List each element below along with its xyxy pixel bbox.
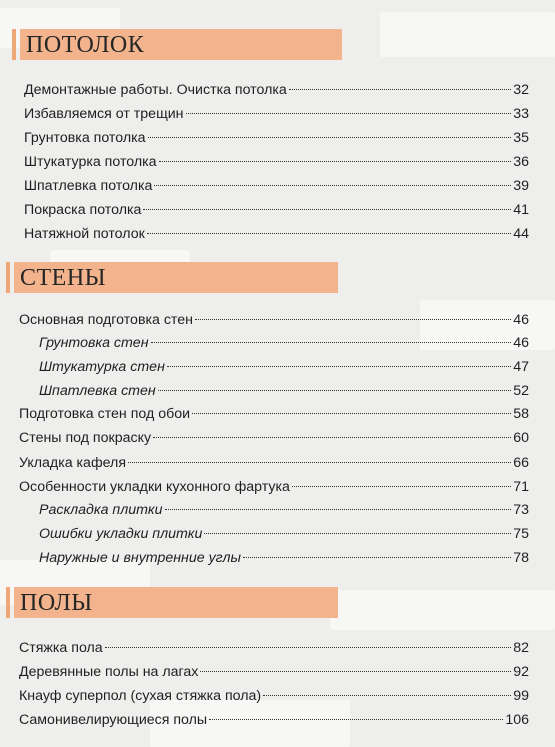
- toc-entry[interactable]: [24, 104, 529, 124]
- dot-leader: [263, 694, 511, 696]
- dot-leader: [159, 160, 512, 162]
- entry-label: Кнауф суперпол (сухая стяжка пола): [19, 688, 262, 704]
- dot-leader: [148, 136, 512, 138]
- dot-leader: [209, 718, 503, 720]
- dot-leader: [186, 112, 512, 114]
- toc-entry[interactable]: [19, 638, 529, 658]
- toc-entry[interactable]: [19, 662, 529, 682]
- dot-leader: [143, 208, 511, 210]
- dot-leader: [165, 508, 512, 510]
- dot-leader: [167, 365, 511, 367]
- dot-leader: [192, 412, 511, 414]
- entry-page: 46: [513, 312, 529, 328]
- toc-entry[interactable]: [24, 152, 529, 172]
- toc-subentry[interactable]: [39, 357, 529, 377]
- toc-entry[interactable]: [24, 200, 529, 220]
- entry-page: 52: [513, 383, 529, 399]
- section-header-potolok: [20, 29, 342, 60]
- toc-entry[interactable]: [19, 404, 529, 424]
- toc-subentry[interactable]: [39, 333, 529, 353]
- entry-page: 92: [513, 664, 529, 680]
- entry-label: Основная подготовка стен: [19, 312, 193, 328]
- entry-page: 44: [513, 226, 529, 242]
- dot-leader: [204, 532, 511, 534]
- toc-entry[interactable]: [19, 453, 529, 473]
- toc-entry[interactable]: [24, 80, 529, 100]
- entry-page: 73: [513, 502, 529, 518]
- entry-label: Штукатурка потолка: [24, 154, 157, 170]
- entry-label: Шпатлевка потолка: [24, 178, 153, 194]
- entry-page: 33: [513, 106, 529, 122]
- entry-label: Демонтажные работы. Очистка потолка: [24, 82, 287, 98]
- header-accent-bar: [6, 262, 10, 293]
- toc-entry[interactable]: [19, 310, 529, 330]
- toc-subentry[interactable]: [39, 500, 529, 520]
- entry-label: Деревянные полы на лагах: [19, 664, 199, 680]
- entry-label: Подготовка стен под обои: [19, 406, 191, 422]
- toc-entry[interactable]: [24, 224, 529, 244]
- dot-leader: [195, 318, 511, 320]
- toc-subentry[interactable]: [39, 381, 529, 401]
- toc-entry[interactable]: [24, 128, 529, 148]
- entry-label: Грунтовка потолка: [24, 130, 146, 146]
- section-title: СТЕНЫ: [20, 264, 107, 291]
- entry-label: Натяжной потолок: [24, 226, 145, 242]
- entry-label: Шпатлевка стен: [39, 383, 156, 399]
- dot-leader: [289, 88, 511, 90]
- dot-leader: [292, 485, 511, 487]
- entry-label: Штукатурка стен: [39, 359, 165, 375]
- dot-leader: [151, 341, 512, 343]
- toc-entry[interactable]: [19, 710, 529, 730]
- entry-label: Наружные и внутренние углы: [39, 550, 241, 566]
- toc-entry[interactable]: [19, 686, 529, 706]
- dot-leader: [154, 184, 511, 186]
- dot-leader: [128, 461, 511, 463]
- section-header-poly: [14, 587, 338, 618]
- toc-entry[interactable]: [24, 176, 529, 196]
- entry-page: 82: [513, 640, 529, 656]
- entry-label: Особенности укладки кухонного фартука: [19, 479, 290, 495]
- entry-page: 71: [513, 479, 529, 495]
- toc-subentry[interactable]: [39, 548, 529, 568]
- section-title: ПОЛЫ: [20, 589, 93, 616]
- entry-label: Покраска потолка: [24, 202, 142, 218]
- entry-label: Укладка кафеля: [19, 455, 127, 471]
- entry-page: 35: [513, 130, 529, 146]
- entry-label: Стены под покраску: [19, 430, 152, 446]
- entry-page: 99: [513, 688, 529, 704]
- entry-page: 60: [513, 430, 529, 446]
- header-accent-bar: [6, 587, 10, 618]
- toc-entry[interactable]: [19, 428, 529, 448]
- dot-leader: [105, 646, 512, 648]
- entry-label: Ошибки укладки плитки: [39, 526, 203, 542]
- section-header-steny: [14, 262, 338, 293]
- entry-page: 47: [513, 359, 529, 375]
- dot-leader: [200, 670, 511, 672]
- entry-page: 36: [513, 154, 529, 170]
- toc-entry[interactable]: [19, 477, 529, 497]
- entry-label: Избавляемся от трещин: [24, 106, 184, 122]
- entry-label: Раскладка плитки: [39, 502, 163, 518]
- toc-subentry[interactable]: [39, 524, 529, 544]
- dot-leader: [153, 436, 511, 438]
- entry-page: 41: [513, 202, 529, 218]
- entry-page: 66: [513, 455, 529, 471]
- entry-page: 78: [513, 550, 529, 566]
- dot-leader: [158, 389, 512, 391]
- entry-label: Самонивелирующиеся полы: [19, 712, 208, 728]
- section-title: ПОТОЛОК: [26, 31, 145, 58]
- entry-page: 32: [513, 82, 529, 98]
- entry-page: 75: [513, 526, 529, 542]
- header-accent-bar: [12, 29, 16, 60]
- entry-page: 46: [513, 335, 529, 351]
- entry-page: 106: [505, 712, 529, 728]
- entry-label: Грунтовка стен: [39, 335, 149, 351]
- entry-page: 58: [513, 406, 529, 422]
- dot-leader: [147, 232, 511, 234]
- entry-label: Стяжка пола: [19, 640, 103, 656]
- dot-leader: [243, 556, 511, 558]
- entry-page: 39: [513, 178, 529, 194]
